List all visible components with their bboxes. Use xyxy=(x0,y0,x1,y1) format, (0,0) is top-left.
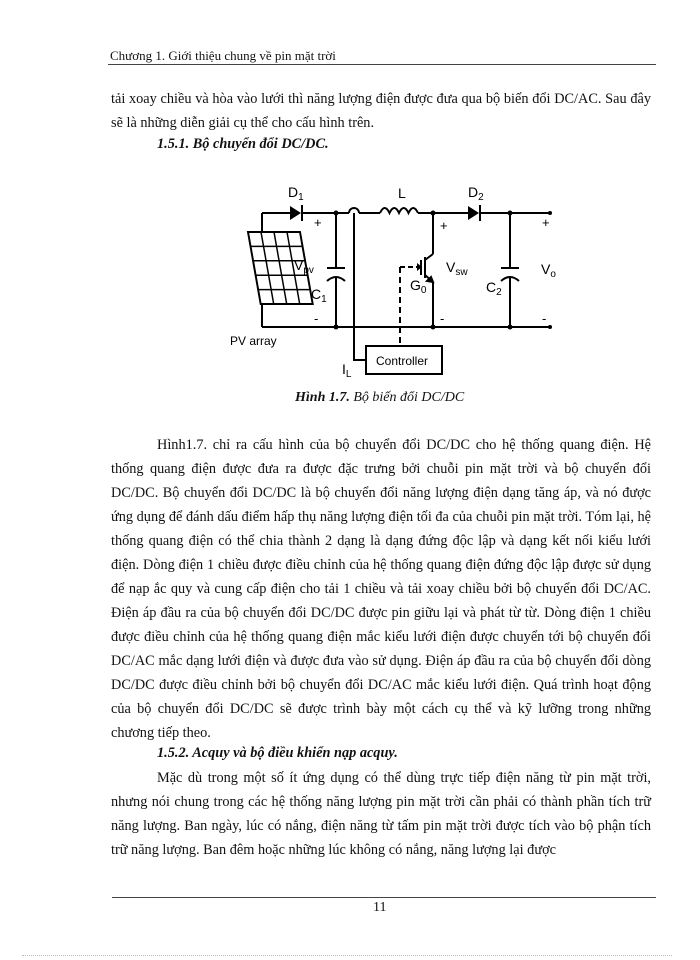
label-pv-array: PV array xyxy=(230,334,277,348)
section-title: Acquy và bộ điều khiển nạp acquy. xyxy=(192,745,398,761)
section-title: Bộ chuyển đổi DC/DC. xyxy=(192,136,329,152)
junction-dot xyxy=(431,325,436,330)
figure-caption xyxy=(295,390,464,406)
junction-dot xyxy=(508,211,513,216)
figure-caption-number: Hình 1.7. xyxy=(295,390,350,405)
output-terminal-bottom xyxy=(548,325,552,329)
intro-paragraph: tải xoay chiều và hòa vào lưới thì năng lượng điện được đưa qua bộ biến đổi DC/AC. Sau đây sẽ là những diễn giải cụ thể cho cấu hình trên. xyxy=(111,91,651,131)
section-number: 1.5.2. xyxy=(157,745,190,761)
junction-dot xyxy=(431,211,436,216)
label-controller: Controller xyxy=(376,354,429,368)
figure-caption-text: Bộ biến đổi DC/DC xyxy=(349,390,465,405)
dc-dc-converter-diagram xyxy=(228,182,562,380)
label-il: $I_L$ xyxy=(342,361,352,380)
label-plus-switch: + xyxy=(440,218,448,233)
label-d2: $D_2$ xyxy=(468,184,484,203)
label-plus-output: + xyxy=(542,215,550,230)
last-paragraph: Mặc dù trong một số ít ứng dụng có thể dùng trực tiếp điện năng từ pin mặt trời, nhưng nói chung trong các hệ thống năng lượng pin mặt trời cần phải có thành phần tích trữ năng lượng. Ban ngày, lúc có nắng, điện năng từ tấm pin mặt trời được tích vào bộ phận tích trữ năng lượng. Ban đêm hoặc những lúc không có nắng, năng lượng lại được xyxy=(111,770,651,858)
label-minus-switch: - xyxy=(440,311,445,326)
label-inductor: L xyxy=(398,185,406,201)
label-d1: $D_1$ xyxy=(288,184,304,203)
junction-dot xyxy=(508,325,513,330)
body-paragraph: Hình1.7. chỉ ra cấu hình của bộ chuyển đổi DC/DC cho hệ thống quang điện. Hệ thống quang điện được đưa ra được đặc trưng bởi chuỗi pin mặt trời và bộ chuyển đổi DC/DC. Bộ chuyển đổi DC/DC là bộ chuyển đổi năng lượng điện dạng tăng áp, và nó được ứng dụng để đánh dấu điểm hấp thụ năng lượng điện tối đa của chuỗi pin mặt trời. Tóm lại, hệ thống quang điện có thể chia thành 2 dạng là dạng đứng độc lập và dạng kết nối kiểu lưới điện. Dòng điện 1 chiều được điều chỉnh của hệ thống quang điện đứng độc lập được sử dụng để nạp ắc quy và cung cấp điện cho tải 1 chiều và tải xoay chiều bởi bộ chuyển đổi DC/AC. Điện áp đầu ra của bộ chuyển đổi DC/DC được pin giữu lại và phát từ từ. Dòng điện 1 chiều được điều chỉnh của hệ thống quang điện mắc kiểu lưới điện được chuyển tới bộ chuyển đổi DC/AC mắc dạng lưới điện và được đưa vào sử dụng. Điện áp đầu ra của bộ chuyển đổi dòng DC/DC được điều chỉnh bởi bộ chuyển đổi DC/AC mắc kiểu lưới điện. Quá trình hoạt động của bộ chuyển đổi DC/DC sẽ được trình bày một cách cụ thể và kỹ lưỡng trong những chương tiếp theo. xyxy=(111,437,651,741)
junction-dot xyxy=(334,325,339,330)
label-minus-output: - xyxy=(542,311,547,326)
header-divider xyxy=(108,64,656,65)
label-minus-input: - xyxy=(314,311,319,326)
section-heading-1-5-1 xyxy=(157,136,329,153)
label-vo: $V_o$ xyxy=(541,261,556,280)
page-number: 11 xyxy=(373,900,387,915)
label-plus-input: + xyxy=(314,215,322,230)
page-bottom-border xyxy=(22,955,672,956)
section-number: 1.5.1. xyxy=(157,136,190,152)
label-g0: $G_0$ xyxy=(410,277,427,296)
page-header: Chương 1. Giới thiệu chung về pin mặt trời xyxy=(110,48,336,63)
label-c1: $C_1$ xyxy=(311,286,327,305)
label-c2: $C_2$ xyxy=(486,279,502,298)
junction-dot xyxy=(334,211,339,216)
section-heading-1-5-2 xyxy=(157,745,398,762)
label-vpv: $V_{pv}$ xyxy=(294,257,314,276)
footer-divider xyxy=(112,897,656,898)
label-vsw: $V_{sw}$ xyxy=(446,259,468,278)
